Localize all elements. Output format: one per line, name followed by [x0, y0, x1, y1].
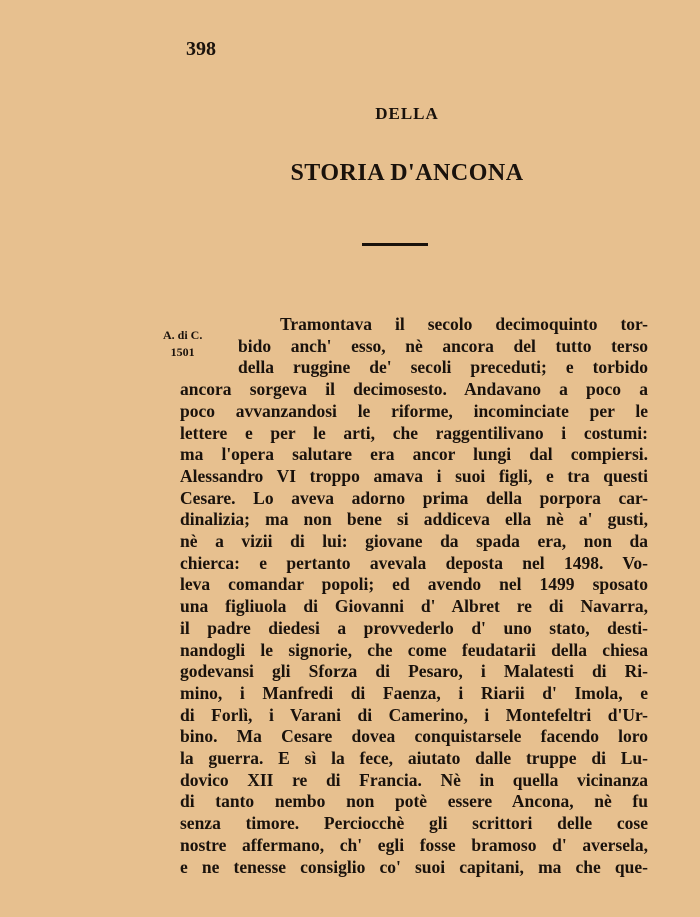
- page-title: STORIA D'ANCONA: [290, 160, 524, 186]
- text-line: della ruggine de' secoli preceduti; e torbido: [238, 357, 648, 378]
- text-line: poco avvanzandosi le riforme, incominciate per le: [180, 400, 648, 421]
- text-line: leva comandar popoli; ed avendo nel 1499 sposato: [180, 574, 648, 595]
- text-line: dovico XII re di Francia. Nè in quella vicinanza: [180, 769, 648, 790]
- divider: [362, 243, 428, 246]
- text-line: bino. Ma Cesare dovea conquistarsele facendo loro: [180, 726, 648, 747]
- text-line: godevansi gli Sforza di Pesaro, i Malatesti di Ri-: [180, 661, 648, 682]
- text-line: di tanto nembo non potè essere Ancona, nè fu: [180, 791, 648, 812]
- text-line: nandogli le signorie, che come feudatarii della chiesa: [180, 639, 648, 660]
- margin-note-line: A. di C.: [163, 328, 203, 342]
- heading: DELLA: [375, 104, 439, 123]
- margin-note: [163, 327, 202, 361]
- text-line: di Forlì, i Varani di Camerino, i Montefeltri d'Ur-: [180, 704, 648, 725]
- text-line: Tramontava il secolo decimoquinto tor-: [280, 314, 648, 334]
- text-line: ma l'opera salutare era ancor lungi dal compiersi.: [180, 444, 648, 465]
- text-line: Cesare. Lo aveva adorno prima della porpora car-: [180, 487, 648, 508]
- text-line: Alessandro VI troppo amava i suoi figli, e tra questi: [180, 465, 648, 486]
- text-line: senza timore. Perciocchè gli scrittori delle cose: [180, 813, 648, 834]
- text-line: nostre affermano, ch' egli fosse bramoso d' aversela,: [180, 834, 648, 855]
- text-line: dinalizia; ma non bene si addiceva ella nè a' gusti,: [180, 509, 648, 530]
- text-line: e ne tenesse consiglio co' suoi capitani, ma che que-: [180, 856, 648, 877]
- text-line: il padre diedesi a provvederlo d' uno stato, desti-: [180, 617, 648, 638]
- text-line: mino, i Manfredi di Faenza, i Riarii d' Imola, e: [180, 682, 648, 703]
- text-line: chierca: e pertanto avevala deposta nel 1498. Vo-: [180, 552, 648, 573]
- page-number: 398: [186, 38, 216, 60]
- text-line: lettere e per le arti, che raggentilivano i costumi:: [180, 422, 648, 443]
- text-line: una figliuola di Giovanni d' Albret re di Navarra,: [180, 596, 648, 617]
- text-line: nè a vizii di lui: giovane da spada era, non da: [180, 531, 648, 551]
- text-line: bido anch' esso, nè ancora del tutto terso: [238, 335, 648, 356]
- text-line: la guerra. E sì la fece, aiutato dalle truppe di Lu-: [180, 748, 648, 768]
- text-line: ancora sorgeva il decimosesto. Andavano a poco a: [180, 379, 648, 400]
- margin-note-line: 1501: [170, 345, 195, 359]
